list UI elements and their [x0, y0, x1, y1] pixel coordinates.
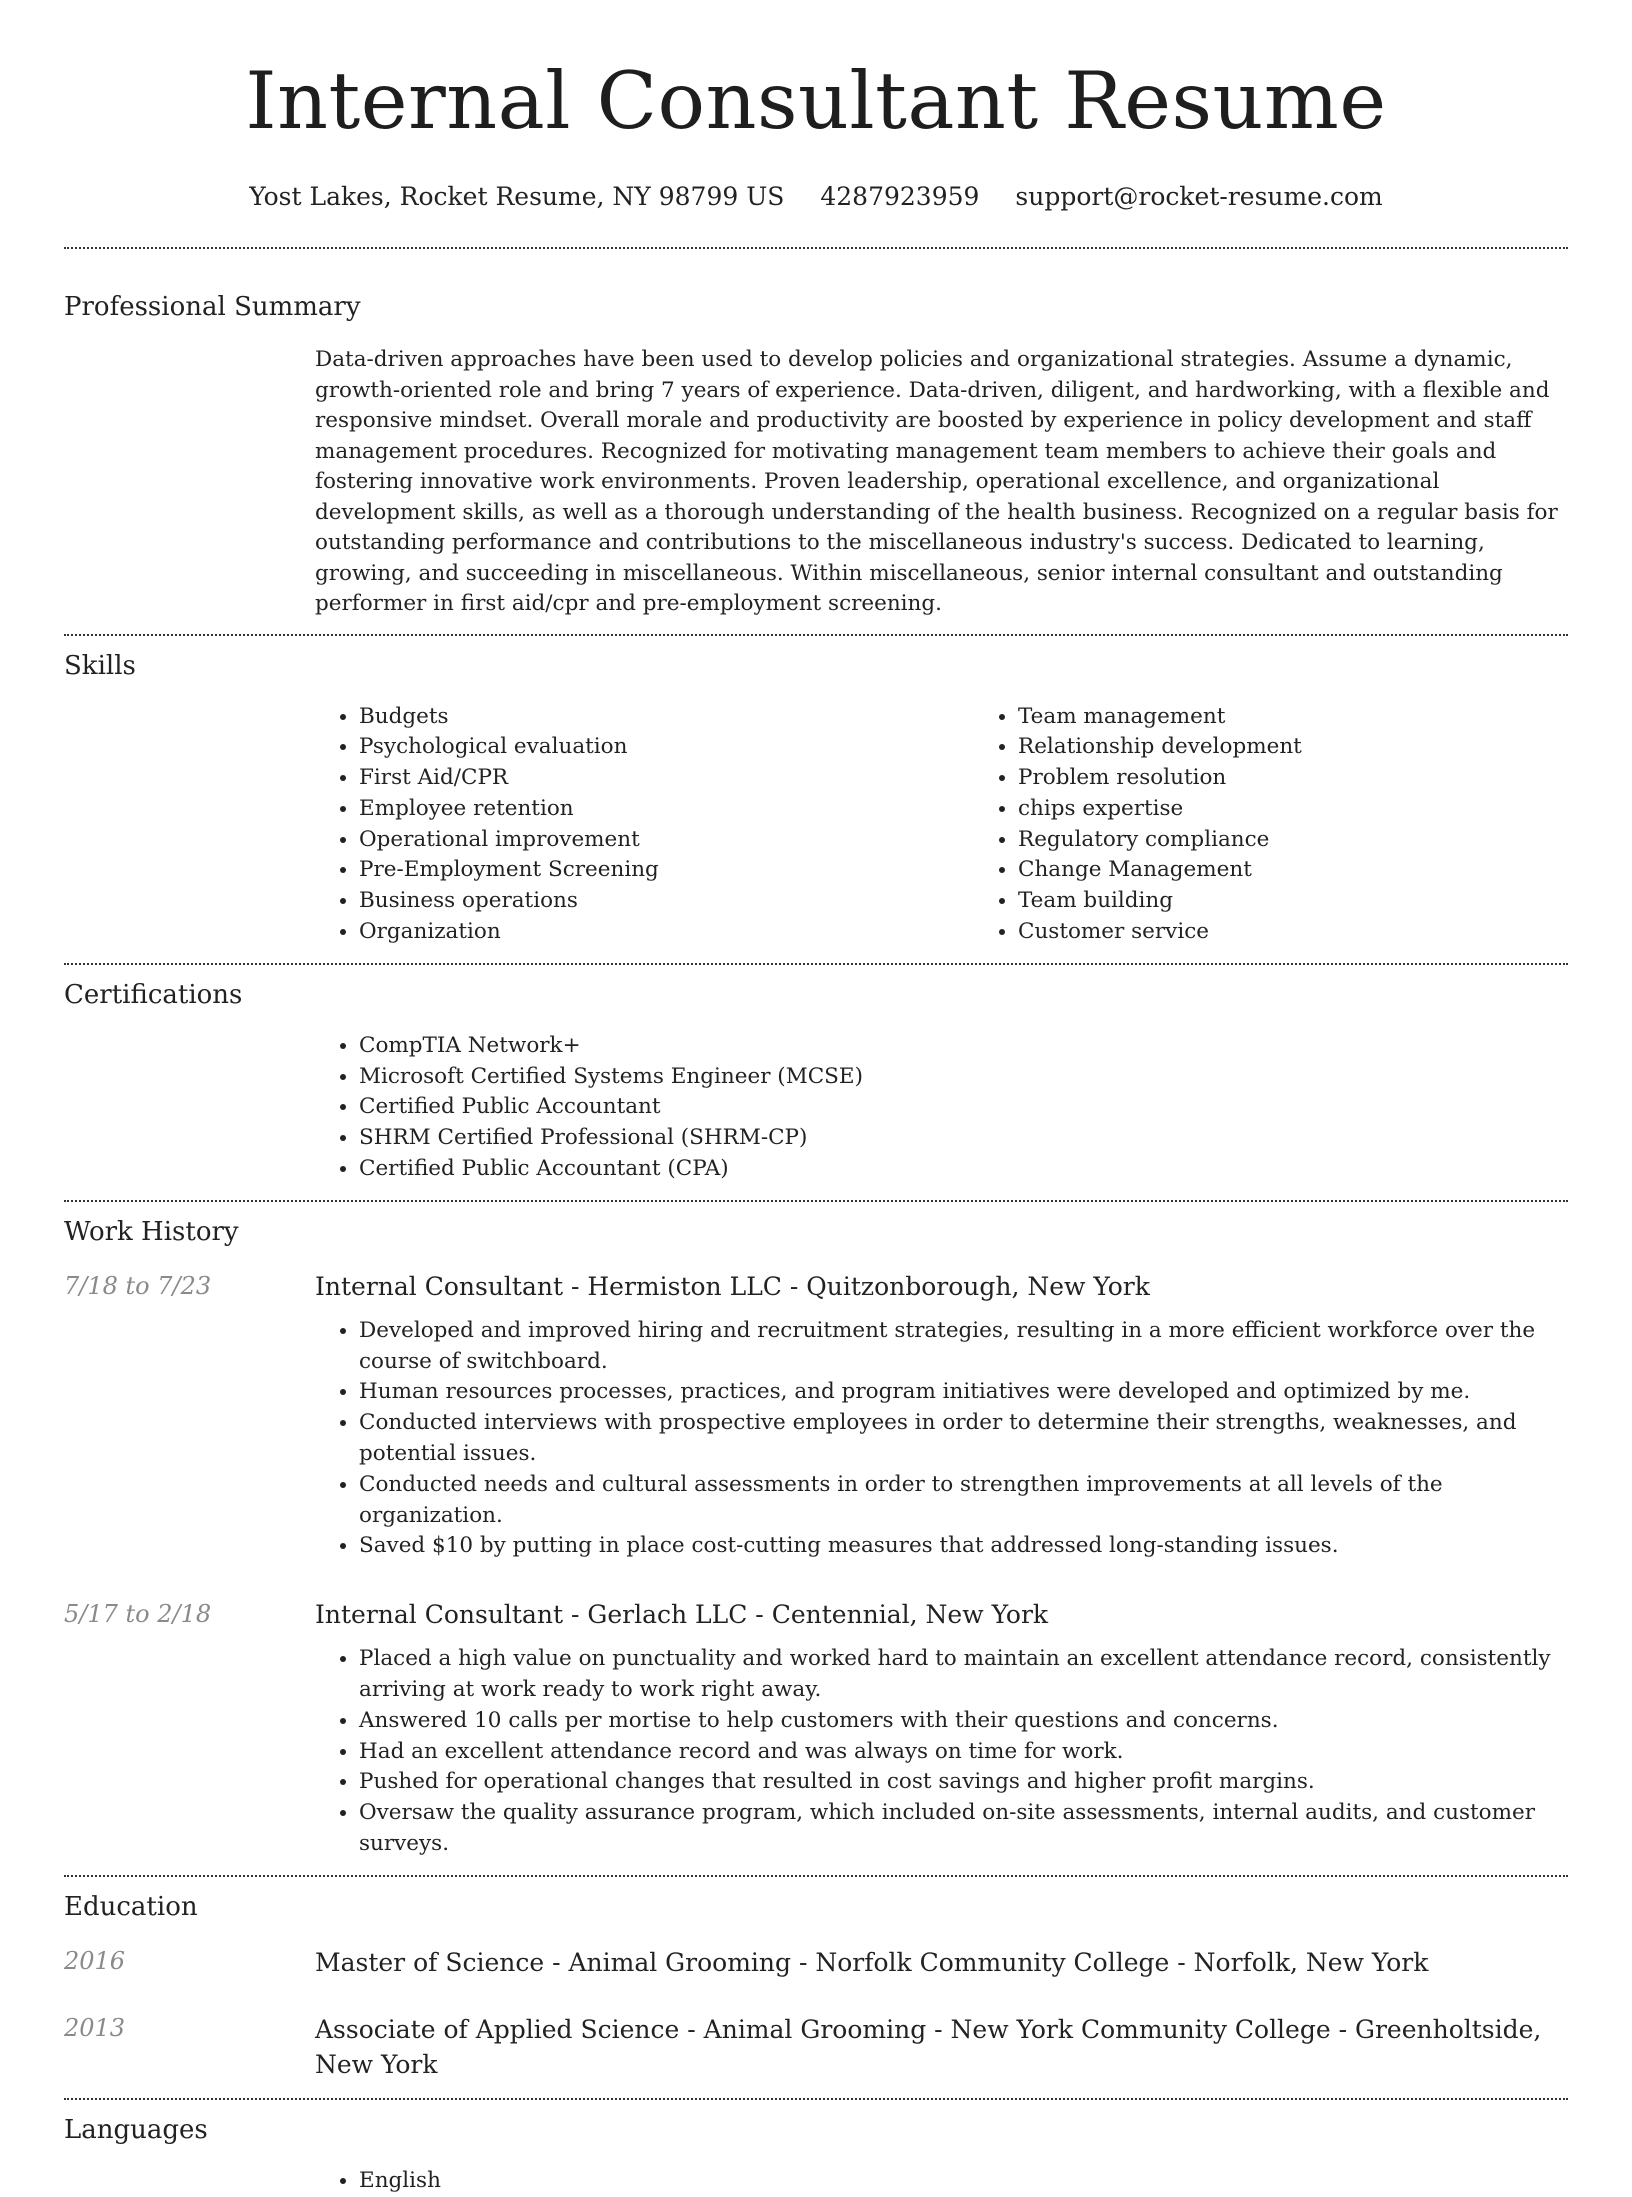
job-bullet: • Conducted interviews with prospective employees in order to determine their strengths, weaknesses, and potential issues. [359, 1408, 1568, 1470]
job-bullet: • Pushed for operational changes that resulted in cost savings and higher profit margins. [359, 1767, 1568, 1798]
skills-list-right [974, 702, 1632, 948]
skill-item: • Psychological evaluation [359, 732, 974, 763]
summary-body [315, 345, 1568, 620]
skills-divider [64, 963, 1568, 965]
skill-item: • Pre-Employment Screening [359, 855, 974, 886]
job-bullet: • Conducted needs and cultural assessments in order to strengthen improvements at all levels of the organization. [359, 1470, 1568, 1532]
skill-item: • First Aid/CPR [359, 763, 974, 794]
education-heading: Education [64, 1891, 198, 1922]
language-item: • English [359, 2166, 1568, 2197]
languages-body [315, 2166, 1568, 2197]
skill-item: • Problem resolution [1018, 763, 1632, 794]
education-body [315, 2012, 1568, 2082]
certification-item: • Microsoft Certified Systems Engineer (MCSE) [359, 1062, 1568, 1093]
certifications-body [315, 1031, 1568, 1185]
job-title: Internal Consultant - Hermiston LLC - Quitzonborough, New York [315, 1271, 1150, 1301]
work-heading: Work History [64, 1216, 239, 1247]
education-entry [64, 1945, 1568, 1980]
job-bullet: • Had an excellent attendance record and was always on time for work. [359, 1737, 1568, 1768]
job-title: Internal Consultant - Gerlach LLC - Centennial, New York [315, 1600, 1049, 1630]
skills-row [64, 702, 1568, 948]
certifications-divider [64, 1200, 1568, 1202]
languages-heading: Languages [64, 2114, 208, 2145]
job-bullets [315, 1316, 1568, 1562]
skills-section [64, 648, 1568, 948]
job-entry [64, 1270, 1568, 1562]
job-bullet: • Saved $10 by putting in place cost-cutting measures that addressed long-standing issues. [359, 1531, 1568, 1562]
certification-item: • Certified Public Accountant (CPA) [359, 1154, 1568, 1185]
education-year: 2013 [64, 2013, 126, 2042]
languages-row [64, 2166, 1568, 2197]
certification-item: • Certified Public Accountant [359, 1092, 1568, 1123]
skill-item: • Regulatory compliance [1018, 825, 1632, 856]
skills-heading: Skills [64, 650, 136, 681]
resume-title: Internal Consultant Resume [245, 55, 1387, 147]
languages-list [315, 2166, 1568, 2197]
certifications-list [315, 1031, 1568, 1185]
job-bullets [315, 1644, 1568, 1860]
job-dates: 7/18 to 7/23 [64, 1271, 212, 1300]
skill-item: • Employee retention [359, 794, 974, 825]
work-divider [64, 1875, 1568, 1877]
certifications-row [64, 1031, 1568, 1185]
job-dates: 5/17 to 2/18 [64, 1600, 212, 1629]
summary-text: Data-driven approaches have been used to develop policies and organizational strategies. Assume a dynamic, growth-oriented role and bring 7 years of experience. Data-driven, diligent, and hardworking, with a flexible and responsive mindset. Overall morale and productivity are boosted by experience in policy development and staff management procedures. Recognized for motivating management team members to achieve their goals and fostering innovative work environments. Proven leadership, operational excellence, and organizational development skills, as well as a thorough understanding of the health business. Recognized on a regular basis for outstanding performance and contributions to the miscellaneous industry's success. Dedicated to learning, growing, and succeeding in miscellaneous. Within miscellaneous, senior internal consultant and outstanding performer in first aid/cpr and pre-employment screening. [315, 347, 1558, 616]
skill-item: • chips expertise [1018, 794, 1632, 825]
skill-item: • Budgets [359, 702, 974, 733]
job-body [315, 1270, 1568, 1562]
education-title: Associate of Applied Science - Animal Grooming - New York Community College - Greenholtside, New York [315, 2014, 1542, 2079]
certification-item: • SHRM Certified Professional (SHRM-CP) [359, 1123, 1568, 1154]
education-title: Master of Science - Animal Grooming - Norfolk Community College - Norfolk, New York [315, 1947, 1429, 1977]
skills-grid [315, 702, 1632, 948]
certification-item: • CompTIA Network+ [359, 1031, 1568, 1062]
skill-item: • Operational improvement [359, 825, 974, 856]
job-bullet: • Placed a high value on punctuality and worked hard to maintain an excellent attendance record, consistently arriving at work ready to work right away. [359, 1644, 1568, 1706]
education-entry [64, 2012, 1568, 2082]
job-bullet: • Developed and improved hiring and recruitment strategies, resulting in a more efficient workforce over the course of switchboard. [359, 1316, 1568, 1378]
languages-section [64, 2112, 1568, 2197]
skill-item: • Team building [1018, 886, 1632, 917]
summary-heading: Professional Summary [64, 292, 361, 322]
contact-address: Yost Lakes, Rocket Resume, NY 98799 US [249, 182, 785, 211]
education-year: 2016 [64, 1946, 126, 1975]
education-divider [64, 2098, 1568, 2100]
skill-item: • Organization [359, 917, 974, 948]
skill-item: • Team management [1018, 702, 1632, 733]
certifications-section [64, 977, 1568, 1185]
work-section [64, 1214, 1568, 1860]
job-entry [64, 1598, 1568, 1860]
skill-item: • Relationship development [1018, 732, 1632, 763]
summary-section [64, 289, 1568, 620]
summary-divider [64, 634, 1568, 636]
education-body [315, 1945, 1568, 1980]
summary-row [64, 345, 1568, 620]
job-bullet: • Oversaw the quality assurance program, which included on-site assessments, internal audits, and customer surveys. [359, 1798, 1568, 1860]
skill-item: • Change Management [1018, 855, 1632, 886]
job-bullet: • Human resources processes, practices, and program initiatives were developed and optimized by me. [359, 1377, 1568, 1408]
contact-line [64, 180, 1568, 214]
header-divider [64, 247, 1568, 249]
education-section [64, 1889, 1568, 2082]
skills-list-left [315, 702, 974, 948]
contact-email: support@rocket-resume.com [1015, 182, 1383, 211]
job-body [315, 1598, 1568, 1860]
certifications-heading: Certifications [64, 979, 243, 1010]
job-bullet: • Answered 10 calls per mortise to help customers with their questions and concerns. [359, 1706, 1568, 1737]
skill-item: • Business operations [359, 886, 974, 917]
skill-item: • Customer service [1018, 917, 1632, 948]
contact-phone: 4287923959 [820, 182, 980, 211]
